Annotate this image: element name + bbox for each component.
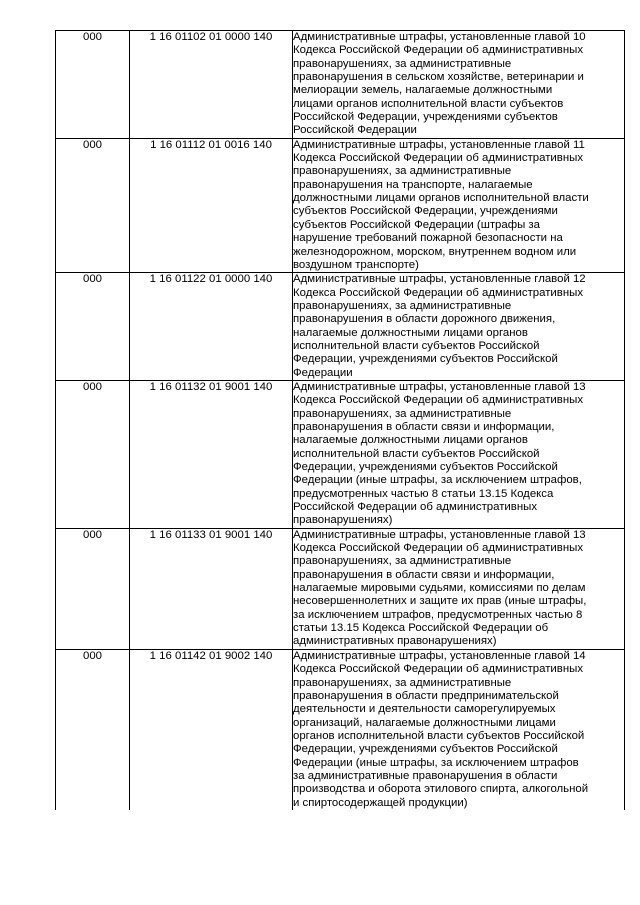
description-line: железнодорожном, морском, внутреннем водном или [293, 245, 577, 258]
admin-code-cell: 000 [56, 273, 130, 381]
description-line: Федерации, учреждениями субъектов Российской [293, 353, 558, 366]
description-line: несовершеннолетних и защите их прав (иные штрафы, [293, 595, 587, 608]
table-row [56, 380, 625, 528]
description-line: административных правонарушениях) [293, 635, 497, 648]
budget-classification-table [55, 30, 625, 810]
admin-code-cell: 000 [56, 31, 130, 139]
description-line: правонарушениях, за административные [293, 676, 512, 689]
description-line: Федерации, учреждениями субъектов Российской [293, 743, 558, 756]
description-line: Кодекса Российской Федерации об административных [293, 152, 584, 165]
description-line: Федерации, учреждениями субъектов Российской [293, 461, 558, 473]
description-line: Административные штрафы, установленные главой 11 [293, 138, 585, 151]
description-line: субъектов Российской Федерации (штрафы за [293, 218, 540, 231]
description-line: органов исполнительной власти субъектов Российской [293, 729, 585, 742]
description-line: Российской Федерации [293, 124, 417, 137]
description-line: правонарушения на транспорте, налагаемые [293, 178, 533, 191]
description-line: Федерации (иные штрафы, за исключением штрафов, [293, 474, 582, 487]
description-line: правонарушениях, за административные [293, 165, 512, 178]
description-line: исполнительной власти субъектов Российской [293, 339, 540, 352]
description-line: исполнительной власти субъектов Российской [293, 447, 540, 460]
kbk-code-cell: 1 16 01102 01 0000 140 [130, 31, 293, 139]
description-line: налагаемые должностными лицами органов [293, 434, 528, 447]
admin-code-cell: 000 [56, 380, 130, 528]
description-line: Федерации [293, 366, 353, 379]
description-line: нарушение требований пожарной безопасности на [293, 232, 563, 245]
description-line: Кодекса Российской Федерации об административных [293, 286, 584, 299]
description-cell [293, 138, 625, 272]
description-line: налагаемые мировыми судьями, комиссиями по делам [293, 582, 586, 595]
description-cell [293, 273, 625, 381]
description-cell [293, 528, 625, 649]
description-line: Кодекса Российской Федерации об административных [293, 542, 584, 555]
admin-code-cell: 000 [56, 138, 130, 272]
kbk-code-cell: 1 16 01122 01 0000 140 [130, 273, 293, 381]
description-line: Административные штрафы, установленные главой 13 [293, 380, 586, 393]
description-line: правонарушения в области связи и информации, [293, 568, 555, 581]
description-line: статьи 13.15 Кодекса Российской Федерации об [293, 622, 549, 635]
description-line: Российской Федерации об административных [293, 501, 538, 514]
admin-code-cell: 000 [56, 649, 130, 810]
description-line: деятельности и деятельности саморегулируемых [293, 703, 556, 716]
description-line: Федерации (иные штрафы, за исключением штрафов [293, 756, 579, 769]
description-line: Кодекса Российской Федерации об административных [293, 663, 584, 676]
description-line: правонарушения в области предпринимательской [293, 689, 559, 702]
description-cell [293, 31, 625, 139]
description-line: правонарушения в сельском хозяйстве, ветеринарии и [293, 71, 584, 84]
description-cell [293, 380, 625, 528]
kbk-code-cell: 1 16 01142 01 9002 140 [130, 649, 293, 810]
table-row [56, 528, 625, 649]
description-line: налагаемые должностными лицами органов [293, 326, 528, 339]
description-line: Кодекса Российской Федерации об административных [293, 394, 584, 407]
kbk-code-cell: 1 16 01112 01 0016 140 [130, 138, 293, 272]
description-line: Административные штрафы, установленные главой 10 [293, 31, 586, 43]
description-line: субъектов Российской Федерации, учреждениями [293, 205, 558, 218]
description-line: предусмотренных частью 8 статьи 13.15 Кодекса [293, 487, 554, 500]
admin-code-cell: 000 [56, 528, 130, 649]
description-line: производства и оборота этилового спирта, алкогольной [293, 783, 589, 796]
description-line: должностными лицами органов исполнительной власти [293, 192, 589, 205]
table-row [56, 273, 625, 381]
table-row [56, 138, 625, 272]
description-line: правонарушениях) [293, 514, 393, 527]
description-line: правонарушениях, за административные [293, 555, 512, 568]
table-row [56, 649, 625, 810]
kbk-code-cell: 1 16 01133 01 9001 140 [130, 528, 293, 649]
description-line: за исключением штрафов, предусмотренных частью 8 [293, 608, 583, 621]
table-row [56, 31, 625, 139]
description-line: правонарушениях, за административные [293, 57, 512, 70]
description-line: Административные штрафы, установленные главой 14 [293, 649, 586, 662]
kbk-code-cell: 1 16 01132 01 9001 140 [130, 380, 293, 528]
description-line: и спиртосодержащей продукции) [293, 796, 468, 809]
description-line: организаций, налагаемые должностными лицами [293, 716, 556, 729]
description-line: Административные штрафы, установленные главой 13 [293, 528, 586, 541]
description-cell [293, 649, 625, 810]
table-body [56, 31, 625, 810]
description-line: правонарушения в области связи и информации, [293, 420, 555, 433]
description-line: Административные штрафы, установленные главой 12 [293, 273, 586, 286]
description-line: правонарушения в области дорожного движения, [293, 313, 556, 326]
description-line: мелиорации земель, налагаемые должностными [293, 84, 553, 97]
description-line: воздушном транспорте) [293, 258, 419, 271]
description-line: Кодекса Российской Федерации об административных [293, 44, 584, 57]
description-line: за административные правонарушения в области [293, 769, 558, 782]
description-line: правонарушениях, за административные [293, 299, 512, 312]
description-line: правонарушениях, за административные [293, 407, 512, 420]
description-line: Российской Федерации, учреждениями субъектов [293, 111, 558, 124]
description-line: лицами органов исполнительной власти субъектов [293, 97, 564, 110]
